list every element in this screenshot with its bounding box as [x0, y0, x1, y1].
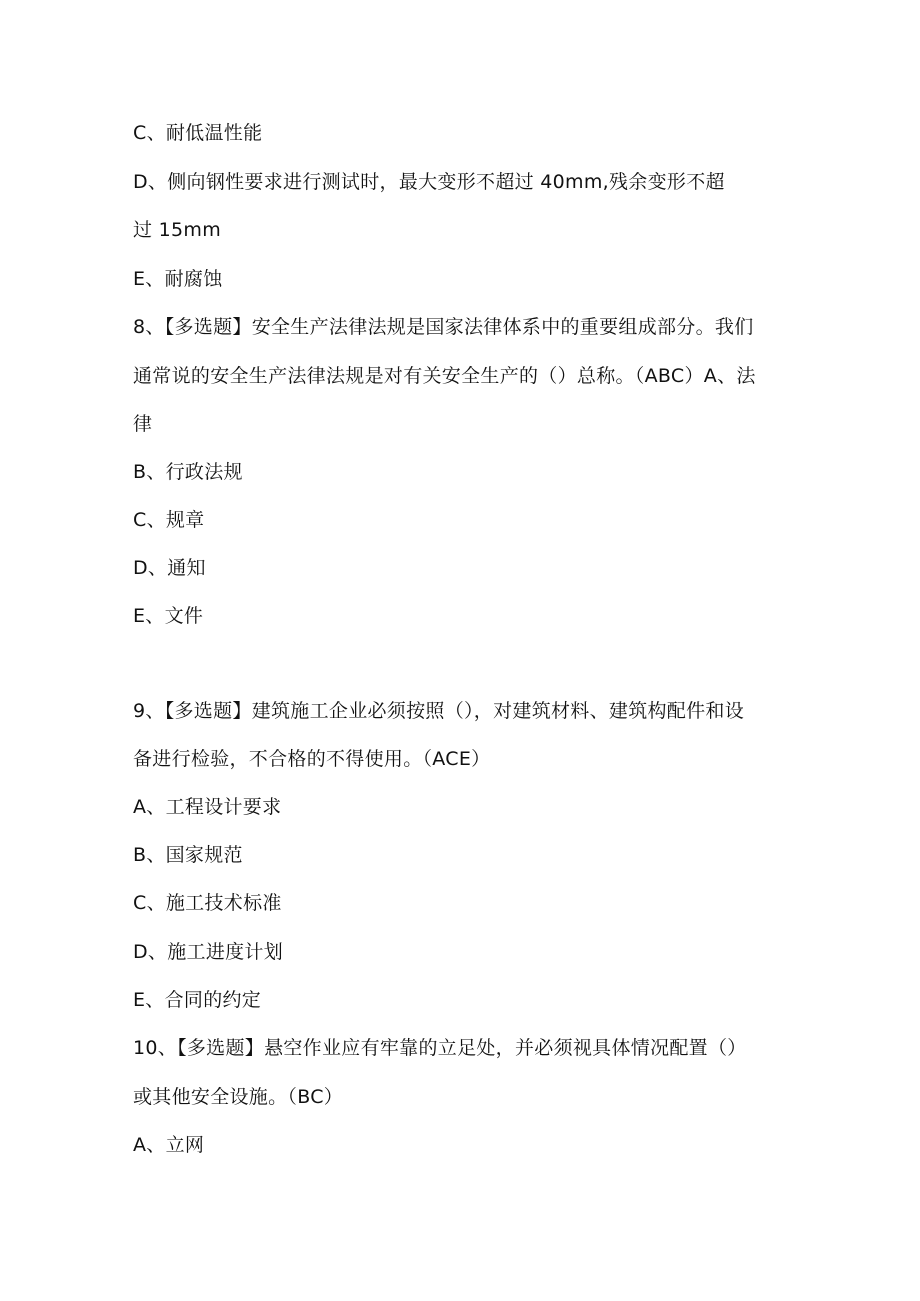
- question-10-line-2: 或其他安全设施。（BC）: [133, 1086, 344, 1108]
- question-8-line-3: 律: [133, 413, 153, 435]
- question-10-option-a: A、立网: [133, 1134, 205, 1156]
- question-9-option-c: C、施工技术标准: [133, 892, 282, 914]
- option-e-corrosion: E、耐腐蚀: [133, 268, 223, 290]
- question-9-line-1: 9、【多选题】建筑施工企业必须按照（），对建筑材料、建筑构配件和设: [133, 700, 744, 722]
- question-8-option-d: D、通知: [133, 557, 206, 579]
- question-8-option-c: C、规章: [133, 509, 205, 531]
- option-d-continuation: 过 15mm: [133, 219, 222, 241]
- question-8-line-1: 8、【多选题】安全生产法律法规是国家法律体系中的重要组成部分。我们: [133, 316, 754, 338]
- question-8-option-b: B、行政法规: [133, 461, 243, 483]
- option-c-low-temperature: C、耐低温性能: [133, 122, 263, 144]
- question-9-option-d: D、施工进度计划: [133, 941, 284, 963]
- option-d-lateral-rigidity: D、侧向钢性要求进行测试时，最大变形不超过 40mm,残余变形不超: [133, 171, 725, 193]
- question-10-line-1: 10、【多选题】悬空作业应有牢靠的立足处，并必须视具体情况配置（）: [133, 1037, 747, 1059]
- question-8-line-2: 通常说的安全生产法律法规是对有关安全生产的（）总称。（ABC）A、法: [133, 365, 756, 387]
- question-9-option-e: E、合同的约定: [133, 989, 262, 1011]
- question-9-line-2: 备进行检验，不合格的不得使用。（ACE）: [133, 748, 491, 770]
- question-8-option-e: E、文件: [133, 605, 204, 627]
- question-9-option-b: B、国家规范: [133, 844, 243, 866]
- question-9-option-a: A、工程设计要求: [133, 796, 282, 818]
